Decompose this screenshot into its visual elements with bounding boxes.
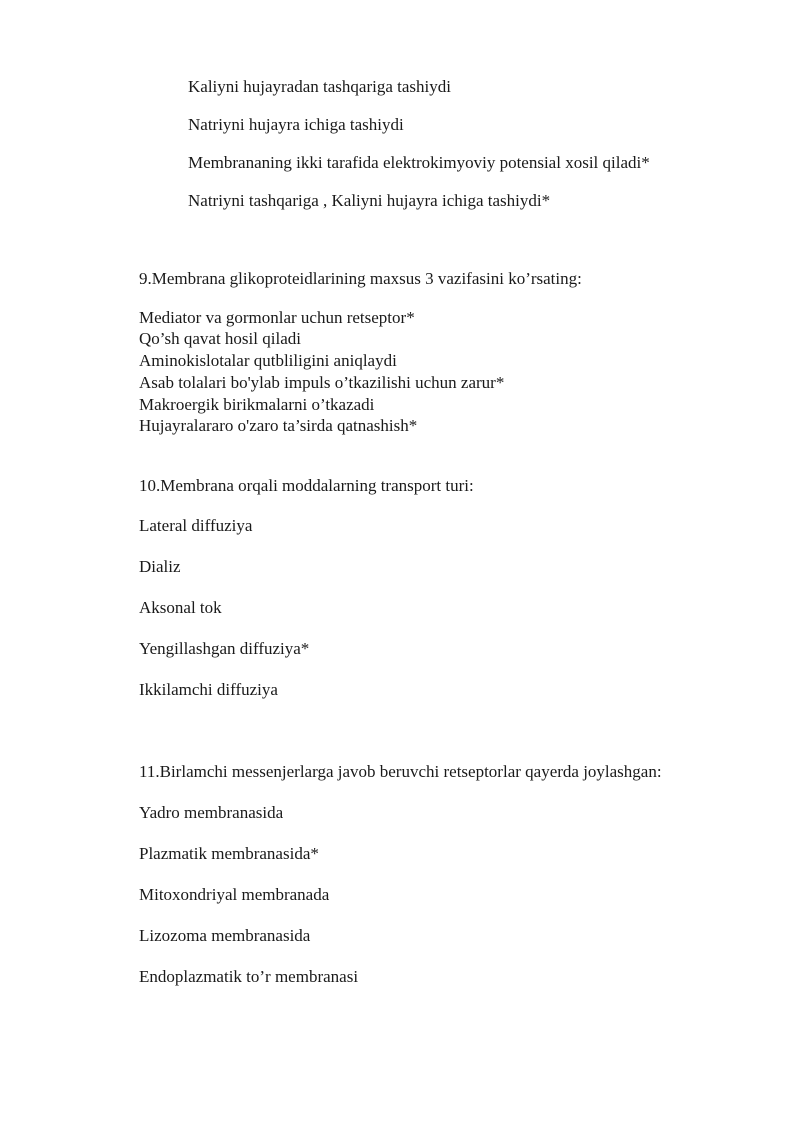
q10-option-1: Lateral diffuziya — [139, 516, 253, 535]
q11-option-2: Plazmatik membranasida* — [139, 844, 319, 863]
q8-option-3: Membrananing ikki tarafida elektrokimyoviy potensial xosil qiladi* — [188, 153, 650, 172]
q11-option-4: Lizozoma membranasida — [139, 926, 311, 945]
q11-option-5: Endoplazmatik to’r membranasi — [139, 967, 359, 986]
q9-option-1: Mediator va gormonlar uchun retseptor* — [139, 308, 415, 327]
q9-option-5: Makroergik birikmalarni o’tkazadi — [139, 395, 375, 414]
q10-option-5: Ikkilamchi diffuziya — [139, 680, 278, 699]
q10-option-3: Aksonal tok — [139, 598, 222, 617]
q9-option-6: Hujayralararo o'zaro ta’sirda qatnashish* — [139, 416, 418, 435]
q8-option-2: Natriyni hujayra ichiga tashiydi — [188, 115, 404, 134]
q9-option-3: Aminokislotalar qutbliligini aniqlaydi — [139, 351, 397, 370]
q10-question: 10.Membrana orqali moddalarning transport turi: — [139, 476, 474, 495]
q10-option-2: Dializ — [139, 557, 181, 576]
q8-option-4: Natriyni tashqariga , Kaliyni hujayra ichiga tashiydi* — [188, 191, 551, 210]
q11-option-1: Yadro membranasida — [139, 803, 284, 822]
q9-question: 9.Membrana glikoproteidlarining maxsus 3 vazifasini ko’rsating: — [139, 269, 582, 288]
q8-option-1: Kaliyni hujayradan tashqariga tashiydi — [188, 77, 451, 96]
q9-option-2: Qo’sh qavat hosil qiladi — [139, 329, 301, 348]
q9-option-4: Asab tolalari bo'ylab impuls o’tkazilishi uchun zarur* — [139, 373, 505, 392]
q10-option-4: Yengillashgan diffuziya* — [139, 639, 310, 658]
q11-question: 11.Birlamchi messenjerlarga javob beruvchi retseptorlar qayerda joylashgan: — [139, 762, 662, 781]
q11-option-3: Mitoxondriyal membranada — [139, 885, 330, 904]
